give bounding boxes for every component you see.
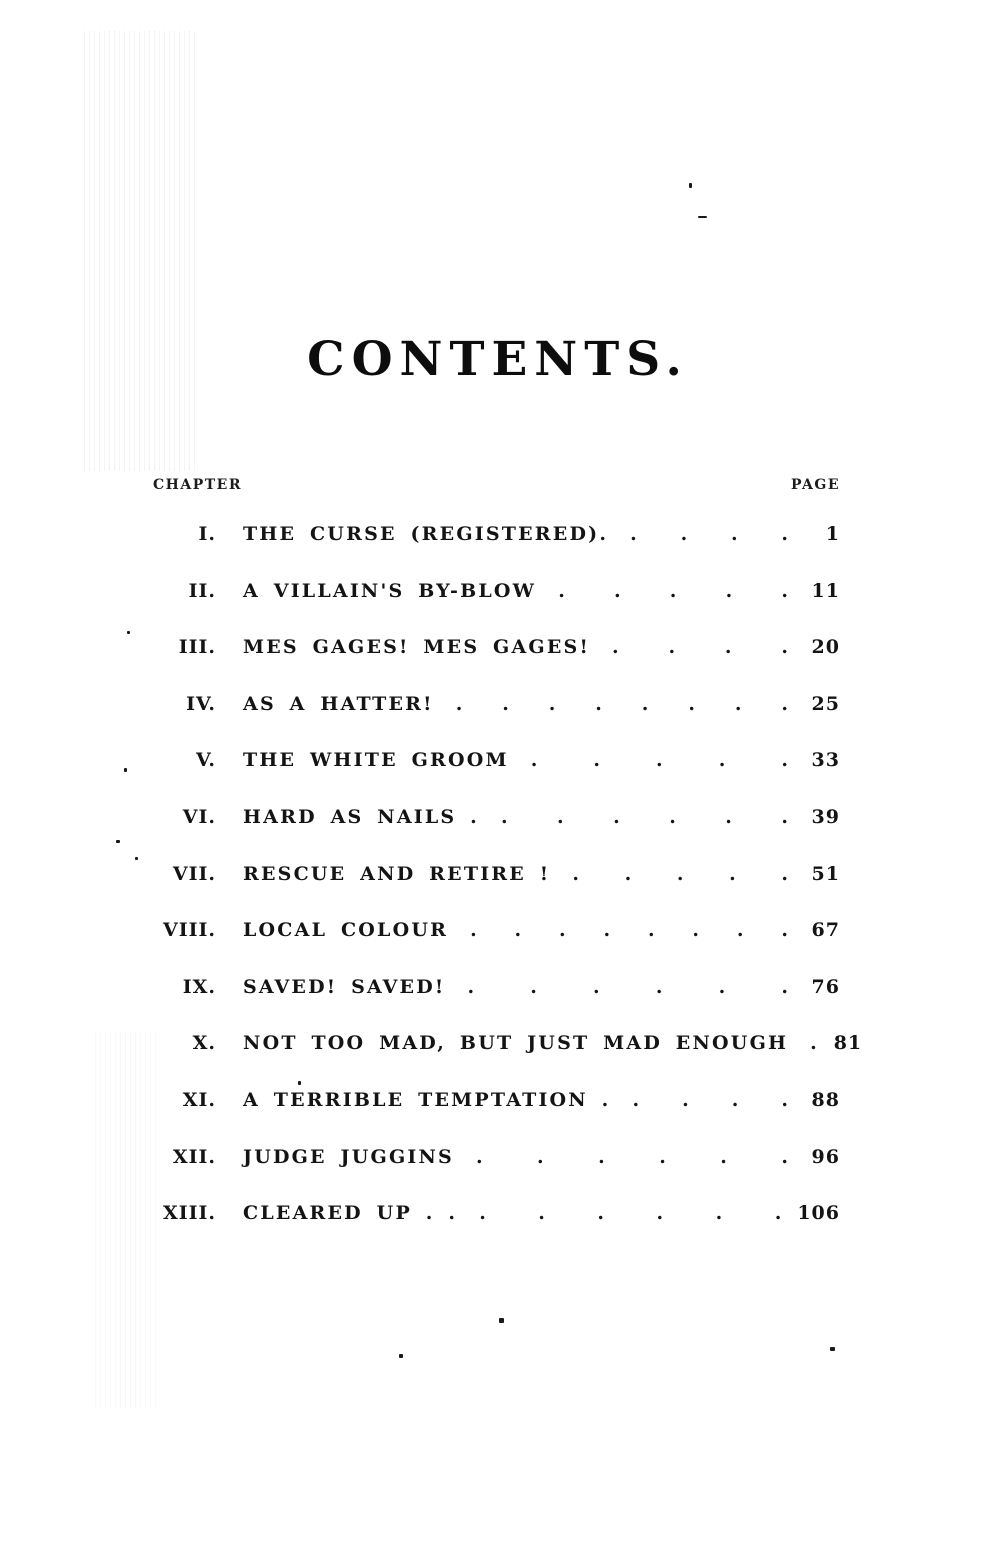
chapter-title: THE CURSE (REGISTERED). [243, 523, 609, 545]
toc-row [126, 580, 840, 637]
toc-row [126, 806, 840, 863]
page-title: CONTENTS. [307, 332, 689, 387]
chapter-numeral: XIII. [162, 1202, 216, 1225]
dot-leader: . . . . . [558, 579, 788, 602]
chapter-page-number: 20 [811, 636, 840, 659]
scan-speck [698, 216, 707, 218]
chapter-page-number: 106 [797, 1202, 840, 1225]
dot-leader: . . . . . [572, 862, 788, 885]
chapter-title: AS A HATTER! [243, 692, 434, 715]
dot-leader: . . . . . . [467, 975, 788, 998]
dot-leader: . . . . [630, 523, 788, 545]
chapter-title: MES GAGES! MES GAGES! [243, 636, 590, 659]
chapter-numeral: IV. [186, 692, 216, 715]
chapter-page-number: 1 [825, 523, 840, 545]
dot-leader: . . . . . . . . [455, 692, 788, 715]
toc-row [126, 1146, 840, 1203]
chapter-page-number: 25 [811, 692, 840, 715]
toc-row [126, 919, 840, 976]
chapter-numeral: I. [198, 523, 216, 545]
chapter-page-number: 33 [811, 749, 840, 772]
chapter-numeral: VII. [172, 862, 216, 885]
dot-leader: . [810, 1032, 817, 1055]
chapter-column-label: CHAPTER [153, 477, 242, 493]
chapter-numeral: IX. [182, 975, 216, 998]
chapter-title: A VILLAIN'S BY-BLOW [243, 579, 537, 602]
chapter-numeral: VIII. [162, 919, 216, 942]
chapter-title: CLEARED UP . . [243, 1202, 458, 1225]
dot-leader: . . . . [632, 1088, 788, 1111]
chapter-numeral: XII. [172, 1145, 216, 1168]
scan-speck [499, 1318, 504, 1323]
chapter-title: LOCAL COLOUR [243, 919, 449, 942]
chapter-page-number: 76 [811, 975, 840, 998]
toc-row [126, 1202, 840, 1259]
toc-row [126, 863, 840, 920]
toc-row [126, 1032, 863, 1089]
chapter-page-number: 96 [811, 1145, 840, 1168]
chapter-title: THE WHITE GROOM [243, 749, 509, 772]
scan-artifact-stripes-top [84, 31, 197, 471]
chapter-numeral: V. [195, 749, 216, 772]
chapter-numeral: II. [188, 579, 216, 602]
dot-leader: . . . . . [530, 749, 788, 772]
scan-speck [689, 183, 692, 188]
dot-leader: . . . . . . . . [470, 919, 788, 942]
chapter-numeral: XI. [182, 1088, 216, 1111]
chapter-page-number: 88 [811, 1088, 840, 1111]
chapter-title: A TERRIBLE TEMPTATION . [243, 1088, 611, 1111]
chapter-numeral: X. [192, 1032, 216, 1055]
toc-row [126, 749, 840, 806]
chapter-title: HARD AS NAILS . [243, 805, 479, 828]
dot-leader: . . . . [612, 636, 788, 659]
toc-column-headers [153, 477, 840, 493]
toc-rows [126, 523, 863, 1259]
chapter-title: NOT TOO MAD, BUT JUST MAD ENOUGH [243, 1032, 789, 1055]
chapter-numeral: VI. [182, 805, 216, 828]
chapter-title: SAVED! SAVED! [243, 975, 446, 998]
dot-leader: . . . . . . [500, 805, 788, 828]
dot-leader: . . . . . . [475, 1145, 788, 1168]
chapter-title: RESCUE AND RETIRE ! [243, 862, 551, 885]
chapter-numeral: III. [178, 636, 216, 659]
toc-row [126, 636, 840, 693]
chapter-page-number: 81 [833, 1032, 863, 1055]
toc-row [126, 976, 840, 1033]
toc-row [126, 1089, 840, 1146]
chapter-page-number: 11 [811, 579, 840, 602]
page-column-label: PAGE [791, 477, 840, 493]
chapter-page-number: 67 [811, 919, 840, 942]
scan-speck [116, 840, 120, 843]
chapter-title: JUDGE JUGGINS [243, 1145, 454, 1168]
dot-leader: . . . . . . [479, 1202, 782, 1225]
toc-row [126, 523, 840, 580]
chapter-page-number: 39 [811, 805, 840, 828]
scan-speck [830, 1347, 835, 1351]
scan-speck [399, 1354, 403, 1358]
chapter-page-number: 51 [811, 862, 840, 885]
toc-row [126, 693, 840, 750]
